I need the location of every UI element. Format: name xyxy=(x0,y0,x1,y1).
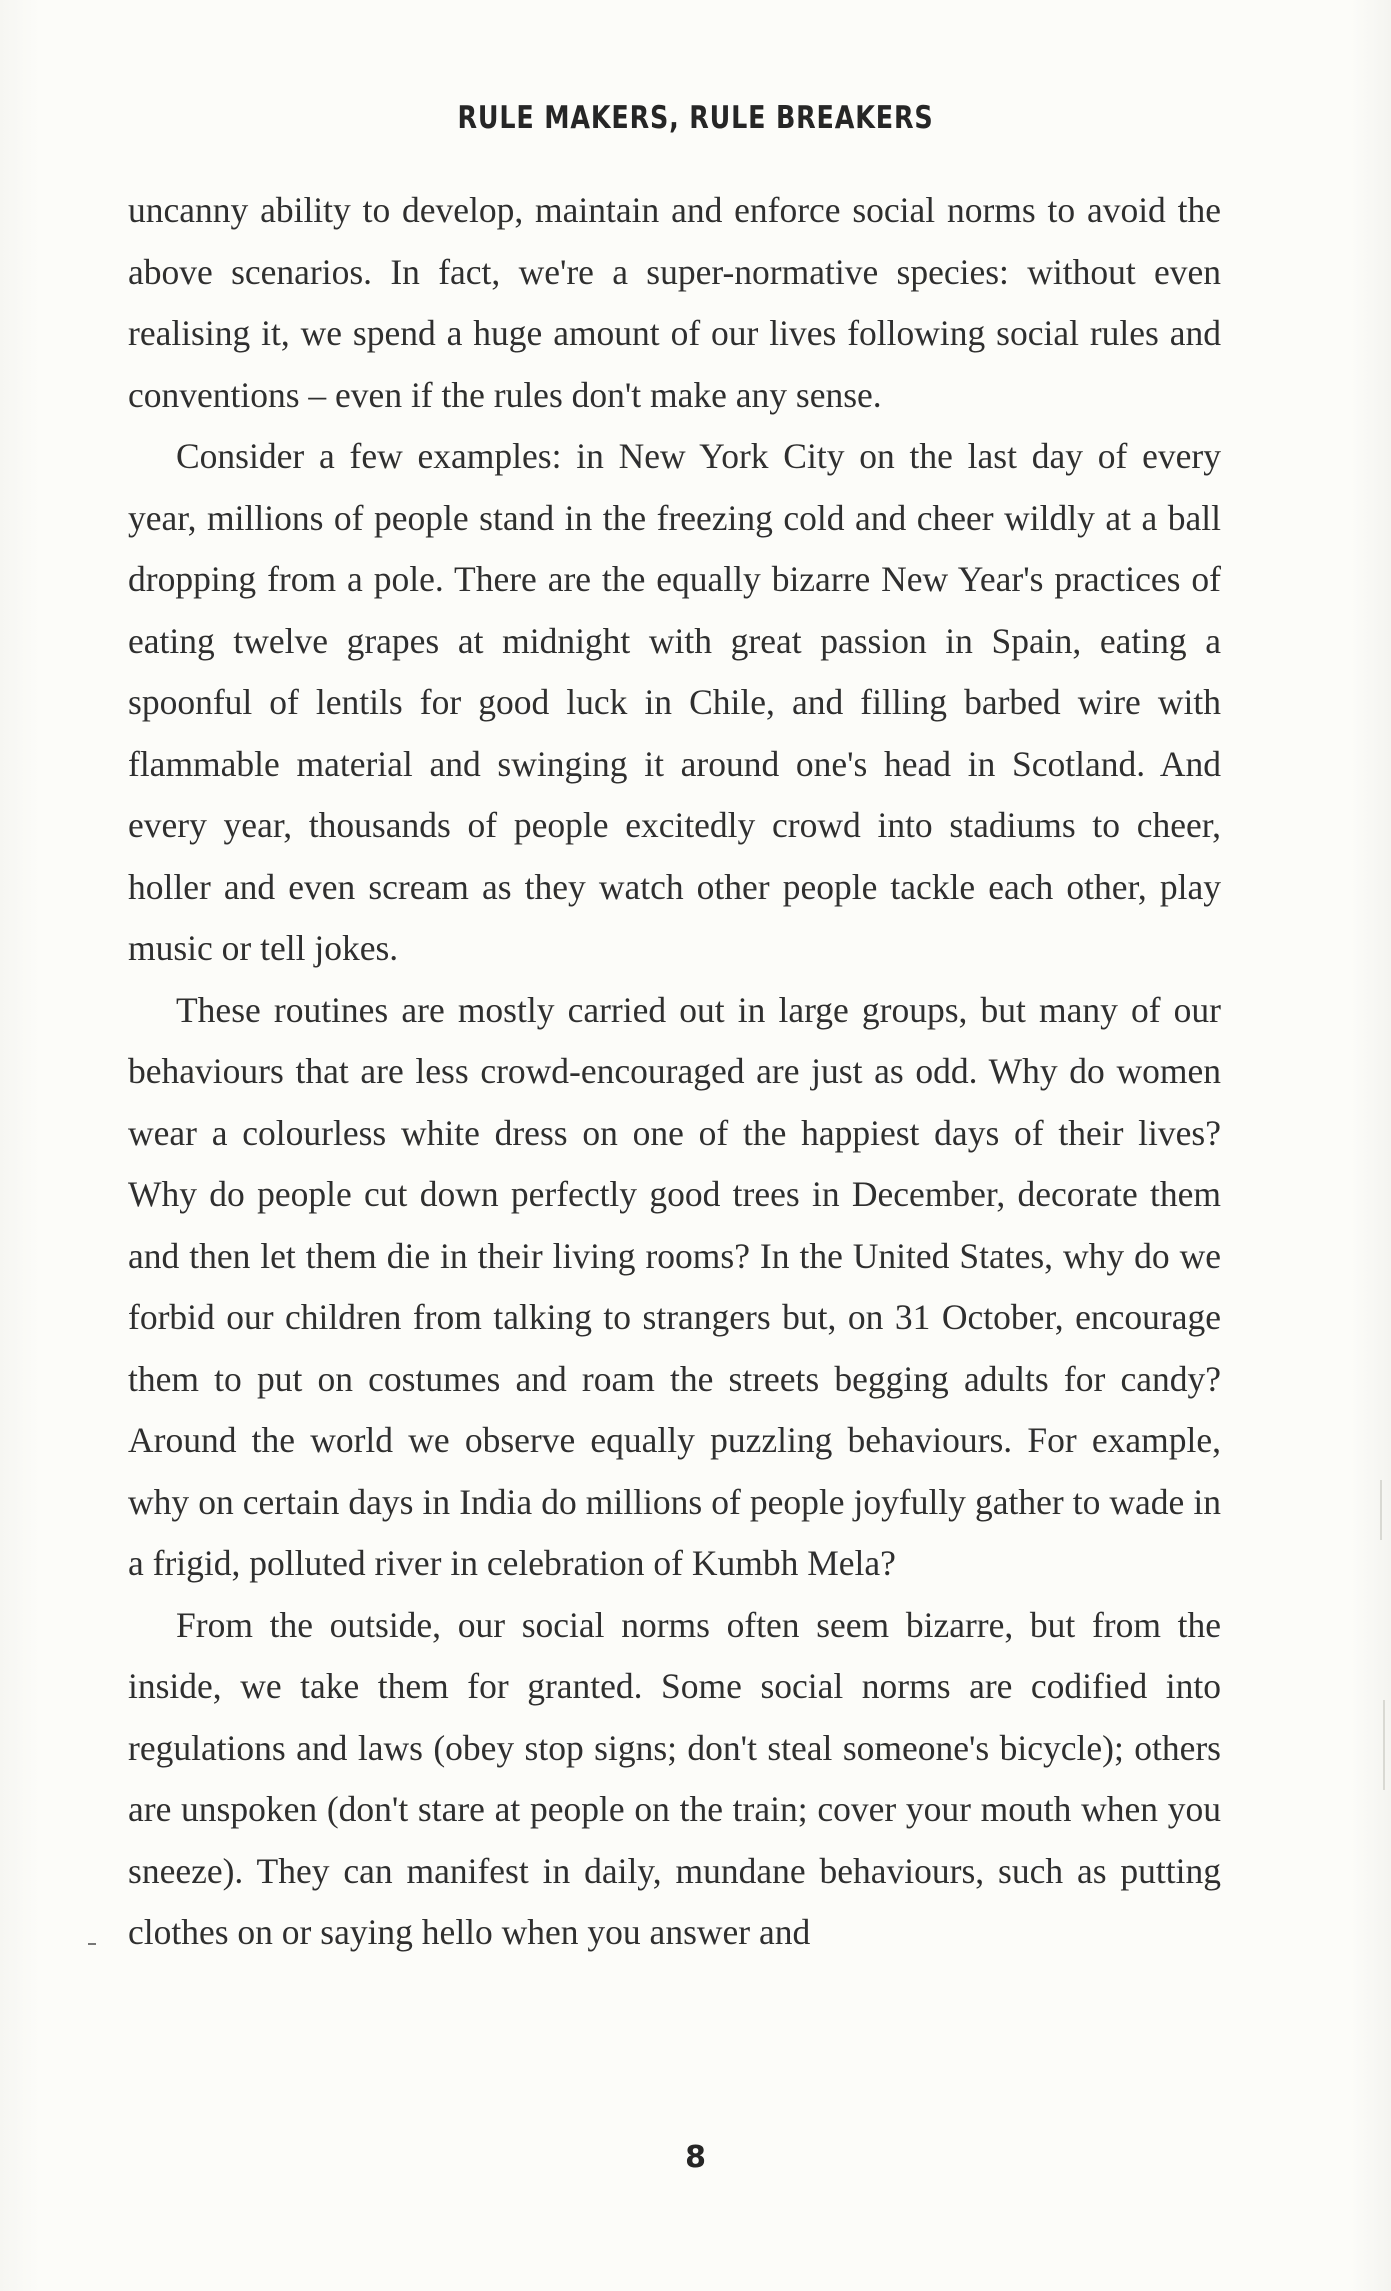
page-number: 8 xyxy=(685,2140,706,2175)
paragraph-3: These routines are mostly carried out in large groups, but many of our behaviours that are less crowd-encouraged are just as odd. Why do women wear a colourless white dress on one of the happiest days of their lives? Why do people cut down perfectly good trees in December, decorate them and then let them die in their living rooms? In the United States, why do we forbid our children from talking to strangers but, on 31 October, encourage them to put on costumes and roam the streets begging adults for candy? Around the world we observe equally puzzling behaviours. For example, why on certain days in India do millions of people joyfully gather to wade in a frigid, polluted river in celebration of Kumbh Mela? xyxy=(128,989,1221,1583)
running-head: RULE MAKERS, RULE BREAKERS xyxy=(457,100,934,136)
margin-mark xyxy=(88,1943,96,1945)
paragraph-1: uncanny ability to develop, maintain and enforce social norms to avoid the above scenarios. In fact, we're a super-normative species: without even realising it, we spend a huge amount of our lives following social rules and conventions – even if the rules don't make any sense. xyxy=(128,190,1221,415)
paragraph-2: Consider a few examples: in New York City on the last day of every year, millions of people stand in the freezing cold and cheer wildly at a ball dropping from a pole. There are the equally bizarre New Year's practices of eating twelve grapes at midnight with great passion in Spain, eating a spoonful of lentils for good luck in Chile, and filling barbed wire with flammable material and swinging it around one's head in Scotland. And every year, thousands of people excitedly crowd into stadiums to cheer, holler and even scream as they watch other people tackle each other, play music or tell jokes. xyxy=(128,436,1221,968)
page-edge-mark xyxy=(1380,1480,1382,1540)
body-text xyxy=(128,180,1221,1964)
paragraph-4: From the outside, our social norms often seem bizarre, but from the inside, we take them for granted. Some social norms are codified into regulations and laws (obey stop signs; don't steal someone's bicycle); others are unspoken (don't stare at people on the train; cover your mouth when you sneeze). They can manifest in daily, mundane behaviours, such as putting clothes on or saying hello when you answer and xyxy=(128,1604,1221,1952)
page-edge-mark xyxy=(1383,1700,1385,1790)
